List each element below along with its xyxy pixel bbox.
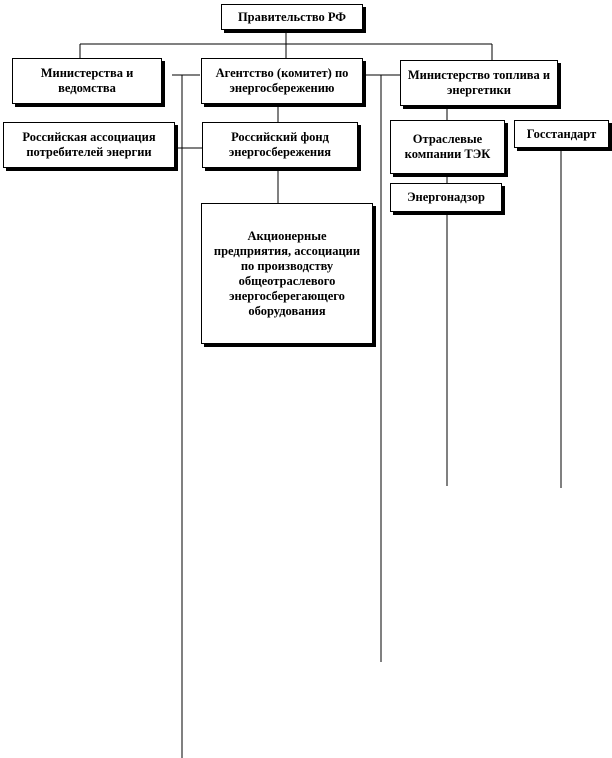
box-consumers-association xyxy=(3,122,175,168)
label-fuel-ministry: Министерство топлива и энергетики xyxy=(407,68,551,97)
box-ministries xyxy=(12,58,162,104)
label-consumers-association: Российская ассоциация потребителей энергии xyxy=(22,130,156,159)
box-fuel-ministry xyxy=(400,60,558,106)
label-agency: Агентство (комитет) по энергосбережению xyxy=(215,66,349,95)
label-ministries: Министерства и ведомства xyxy=(40,66,134,95)
box-gosstandart xyxy=(514,120,609,148)
box-joint-stock xyxy=(201,203,373,344)
label-energonadzor: Энергонадзор xyxy=(407,190,485,204)
box-energy-fund xyxy=(202,122,358,168)
box-energonadzor xyxy=(390,183,502,212)
label-gosstandart: Госстандарт xyxy=(526,126,597,141)
label-energy-fund: Российский фонд энергосбережения xyxy=(228,130,332,159)
box-fec-companies xyxy=(390,120,505,174)
label-joint-stock: Акционерные предприятия, ассоциации по производству общеотраслевого энергосберегающего оборудования xyxy=(213,228,361,318)
box-government xyxy=(221,4,363,30)
box-agency xyxy=(201,58,363,104)
label-fec-companies: Отраслевые компании ТЭК xyxy=(404,132,491,161)
label-government: Правительство РФ xyxy=(237,9,347,24)
